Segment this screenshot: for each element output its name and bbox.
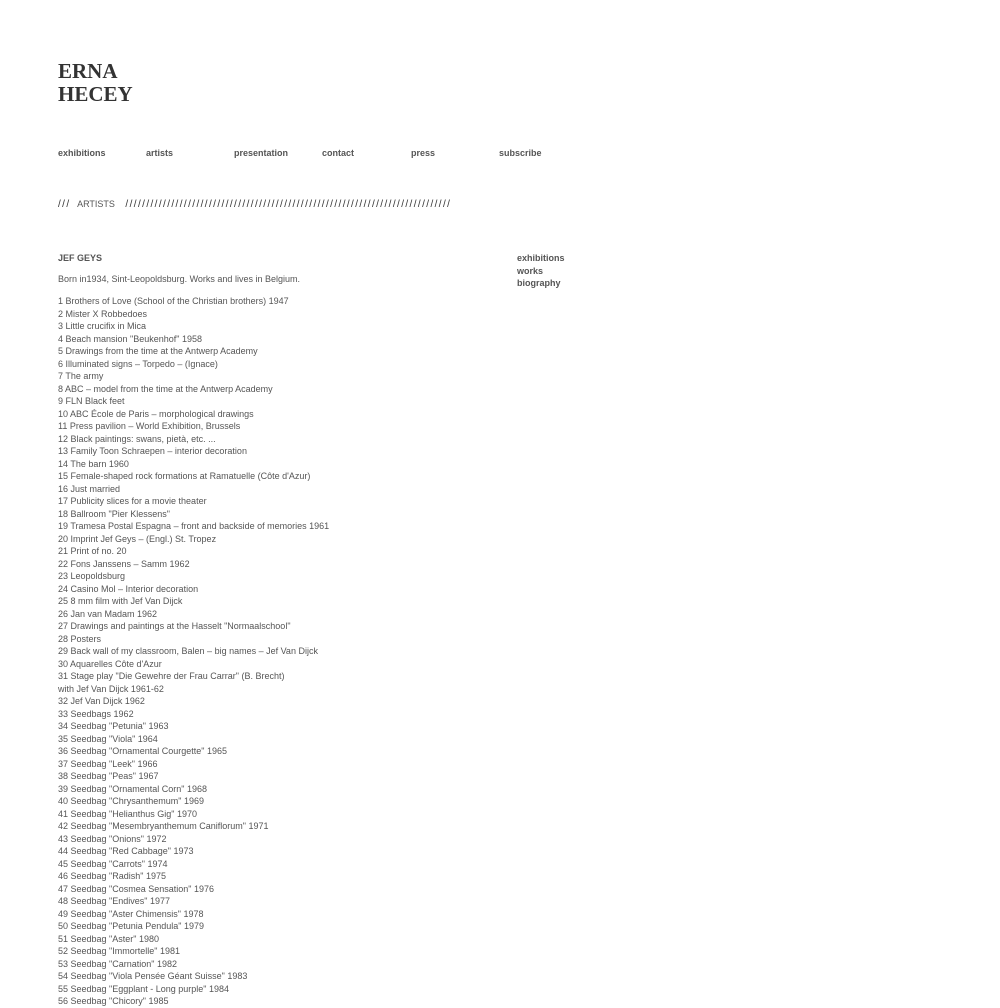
- works-list-item: 27 Drawings and paintings at the Hasselt "Normaalschool": [58, 621, 291, 631]
- works-list-item: 54 Seedbag "Viola Pensée Géant Suisse" 1983: [58, 971, 248, 981]
- works-list-item: 30 Aquarelles Côte d'Azur: [58, 658, 162, 669]
- works-list-item: 55 Seedbag "Eggplant - Long purple" 1984: [58, 983, 230, 994]
- works-list-item: 7 The army: [58, 371, 104, 381]
- side-menu-works[interactable]: works: [517, 265, 544, 276]
- nav-exhibitions[interactable]: exhibitions: [58, 148, 106, 158]
- works-list-item: 28 Posters: [58, 633, 102, 644]
- works-list-item: 12 Black paintings: swans, pietà, etc. ...: [58, 433, 216, 444]
- works-list-item: 14 The barn 1960: [58, 458, 129, 469]
- nav-contact[interactable]: contact: [322, 148, 355, 158]
- nav-presentation[interactable]: presentation: [234, 148, 289, 158]
- works-list-item: 34 Seedbag "Petunia" 1963: [58, 721, 169, 731]
- works-list-item: 42 Seedbag "Mesembryanthemum Caniflorum" 1971: [58, 821, 269, 831]
- main-nav: [58, 148, 618, 162]
- works-list-item: 43 Seedbag "Onions" 1972: [58, 833, 167, 844]
- side-menu-biography[interactable]: biography: [517, 278, 561, 288]
- breadcrumb-section[interactable]: ARTISTS: [77, 199, 115, 209]
- works-list-item: 45 Seedbag "Carrots" 1974: [58, 858, 168, 869]
- works-list-item: 50 Seedbag "Petunia Pendula" 1979: [58, 921, 205, 931]
- artist-side-menu: [517, 252, 565, 290]
- works-list-item: 35 Seedbag "Viola" 1964: [58, 733, 158, 744]
- works-list-item: 6 Illuminated signs – Torpedo – (Ignace): [58, 358, 218, 369]
- works-list-item: 23 Leopoldsburg: [58, 571, 126, 581]
- works-list-item: 25 8 mm film with Jef Van Dijck: [58, 596, 183, 606]
- works-list-item: 8 ABC – model from the time at the Antwerp Academy: [58, 383, 273, 394]
- works-list-item: 26 Jan van Madam 1962: [58, 608, 158, 619]
- works-list-item: 46 Seedbag "Radish" 1975: [58, 871, 166, 881]
- logo-line-1: ERNA: [58, 59, 118, 83]
- nav-artists[interactable]: artists: [146, 148, 174, 158]
- works-list-item: 2 Mister X Robbedoes: [58, 308, 148, 319]
- works-list-item: 53 Seedbag "Carnation" 1982: [58, 958, 177, 969]
- works-list-item: 19 Tramesa Postal Espagna – front and backside of memories 1961: [58, 521, 330, 531]
- logo[interactable]: [58, 60, 133, 106]
- works-list-item: 4 Beach mansion "Beukenhof" 1958: [58, 333, 202, 344]
- works-list-item: 49 Seedbag "Aster Chimensis" 1978: [58, 908, 204, 919]
- works-list-item: 24 Casino Mol – Interior decoration: [58, 583, 199, 594]
- artist-name: JEF GEYS: [58, 253, 103, 263]
- works-list-item: 16 Just married: [58, 483, 121, 494]
- nav-press[interactable]: press: [411, 148, 436, 158]
- breadcrumb: [58, 199, 451, 210]
- works-list-item: 18 Ballroom "Pier Klessens": [58, 508, 170, 519]
- works-list-item: 29 Back wall of my classroom, Balen – big names – Jef Van Dijck: [58, 646, 318, 656]
- works-list-item: 48 Seedbag "Endives" 1977: [58, 896, 170, 906]
- breadcrumb-tail: //////////////////////////////////////////////////////////////////////////////: [125, 199, 452, 210]
- works-list-item: 15 Female-shaped rock formations at Ramatuelle (Côte d'Azur): [58, 471, 311, 481]
- works-list-item: 44 Seedbag "Red Cabbage" 1973: [58, 846, 194, 856]
- works-list-item: 1 Brothers of Love (School of the Christian brothers) 1947: [58, 296, 289, 306]
- works-list-item: 5 Drawings from the time at the Antwerp Academy: [58, 346, 258, 356]
- logo-line-2: HECEY: [58, 82, 133, 106]
- works-list-item: with Jef Van Dijck 1961-62: [58, 683, 164, 694]
- works-list-item: 32 Jef Van Dijck 1962: [58, 696, 145, 706]
- works-list-item: 56 Seedbag "Chicory" 1985: [58, 996, 169, 1006]
- works-list-item: 9 FLN Black feet: [58, 396, 125, 406]
- works-list-item: 17 Publicity slices for a movie theater: [58, 496, 207, 506]
- works-list-item: 20 Imprint Jef Geys – (Engl.) St. Tropez: [58, 533, 217, 544]
- works-list-item: 52 Seedbag "Immortelle" 1981: [58, 946, 180, 956]
- works-list-item: 36 Seedbag "Ornamental Courgette" 1965: [58, 746, 228, 756]
- works-list-item: 37 Seedbag "Leek" 1966: [58, 758, 158, 769]
- works-list-item: 41 Seedbag "Helianthus Gig" 1970: [58, 808, 197, 819]
- works-list-item: 31 Stage play "Die Gewehre der Frau Carrar" (B. Brecht): [58, 671, 285, 681]
- works-list-item: 38 Seedbag "Peas" 1967: [58, 771, 159, 781]
- works-list-item: 47 Seedbag "Cosmea Sensation" 1976: [58, 883, 215, 894]
- works-list-item: 3 Little crucifix in Mica: [58, 321, 147, 331]
- works-list-item: 51 Seedbag "Aster" 1980: [58, 933, 159, 944]
- works-list-item: 39 Seedbag "Ornamental Corn" 1968: [58, 783, 207, 794]
- artist-bio: Born in1934, Sint-Leopoldsburg. Works and lives in Belgium.: [58, 274, 300, 284]
- works-list-item: 40 Seedbag "Chrysanthemum" 1969: [58, 796, 204, 806]
- works-list: [58, 295, 329, 1008]
- works-list-item: 33 Seedbags 1962: [58, 708, 134, 719]
- works-list-item: 21 Print of no. 20: [58, 546, 127, 556]
- works-list-item: 11 Press pavilion – World Exhibition, Brussels: [58, 421, 241, 431]
- works-list-item: 10 ABC École de Paris – morphological drawings: [58, 408, 254, 419]
- works-list-item: 22 Fons Janssens – Samm 1962: [58, 558, 190, 569]
- breadcrumb-lead: ///: [58, 199, 71, 210]
- side-menu-exhibitions[interactable]: exhibitions: [517, 253, 565, 263]
- works-list-item: 13 Family Toon Schraepen – interior decoration: [58, 446, 247, 456]
- nav-subscribe[interactable]: subscribe: [499, 148, 542, 158]
